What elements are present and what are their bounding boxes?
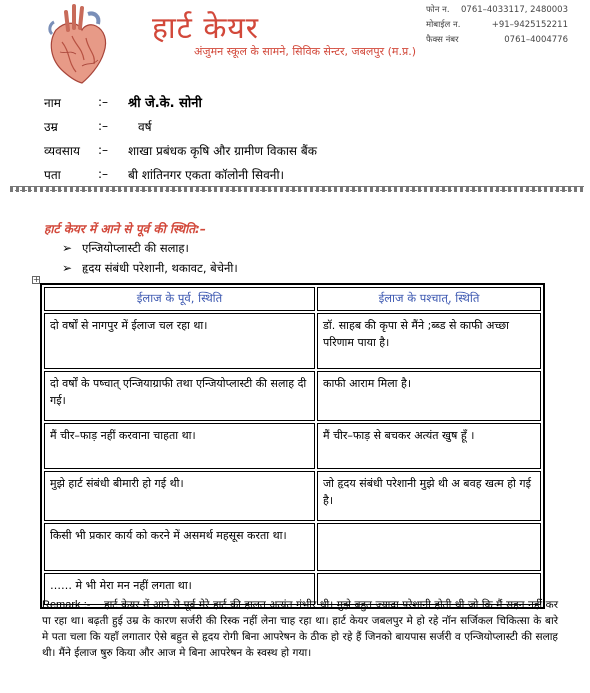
contact-phone: [426, 3, 568, 18]
contact-label: फोन न.: [426, 5, 450, 15]
table-cell: काफी आराम मिला है।: [317, 371, 541, 421]
field-value: बी शांतिनगर एकता कॉलोनी सिवनी।: [128, 167, 285, 182]
contact-mobile: [426, 18, 568, 33]
table-row: [44, 523, 541, 571]
table-cell: दो वर्षों के पष्चात् एन्जियाग्राफी तथा एन्जियोप्लास्टी की सलाह दी गई।: [44, 371, 315, 421]
contact-block: [426, 3, 568, 48]
table-expand-icon[interactable]: +: [33, 275, 40, 284]
condition-heading: हार्ट केयर में आने से पूर्व की स्थिति:–: [44, 222, 206, 236]
table-cell: दो वर्षों से नागपुर में ईलाज चल रहा था।: [44, 313, 315, 369]
table-cell: मैं चीर–फाड़ से बचकर अत्यंत खुष हूँ ।: [317, 423, 541, 469]
comparison-table: [40, 283, 545, 609]
contact-value: 0761–4033117, 2480003: [461, 5, 568, 15]
page-title: हार्ट केयर: [152, 11, 260, 46]
patient-name: श्री जे.के. सोनी: [128, 96, 202, 111]
contact-value: 0761–4004776: [504, 35, 568, 45]
field-label: नाम: [44, 95, 61, 110]
list-item-text: एन्जियोप्लास्टी की सलाह।: [82, 240, 189, 255]
contact-label: फैक्स नंबर: [426, 35, 459, 45]
table-cell: जो हृदय संबंधी परेशानी मुझे थी अ बवह खत्म हो गई है।: [317, 471, 541, 521]
field-separator: :–: [98, 143, 109, 157]
field-label: व्यवसाय: [44, 143, 80, 158]
field-separator: :–: [98, 95, 109, 109]
header-address: अंजुमन स्कूल के सामने, सिविक सेन्टर, जबलपुर (म.प्र.): [194, 45, 417, 58]
table-row: [44, 471, 541, 521]
table-cell: किसी भी प्रकार कार्य को करने में असमर्थ महसूस करता था।: [44, 523, 315, 571]
field-separator: :–: [98, 167, 109, 181]
patient-info: [44, 90, 317, 186]
contact-value: +91–9425152211: [491, 20, 568, 30]
contact-label: मोबाईल न.: [426, 20, 461, 30]
header-after: ईलाज के पश्चात्, स्थिति: [317, 287, 541, 311]
contact-fax: [426, 33, 568, 48]
field-value: शाखा प्रबंधक कृषि और ग्रामीण विकास बैंक: [128, 143, 317, 158]
table-cell: डॉ. साहब की कृपा से मैंने ;ब्ब्ड से काफी अच्छा परिणाम पाया है।: [317, 313, 541, 369]
remark-label: Remark :-: [42, 599, 91, 611]
list-item: [62, 238, 238, 258]
table-cell: [317, 523, 541, 571]
table-row: [44, 313, 541, 369]
section-divider: [10, 186, 584, 192]
field-label: उम्र: [44, 119, 58, 134]
header-before: ईलाज के पूर्व, स्थिति: [44, 287, 315, 311]
heart-logo-icon: [42, 2, 112, 84]
field-label: पता: [44, 167, 61, 182]
remark-paragraph: [42, 597, 558, 661]
table-header-row: [44, 287, 541, 311]
field-occupation: [44, 138, 317, 162]
table-cell: मुझे हार्ट संबंधी बीमारी हो गई थी।: [44, 471, 315, 521]
table-row: [44, 371, 541, 421]
list-item: [62, 258, 238, 278]
field-value: वर्ष: [138, 119, 152, 134]
list-item-text: हृदय संबंधी परेशानी, थकावट, बेचेनी।: [82, 260, 238, 275]
field-age: [44, 114, 317, 138]
condition-list: [62, 238, 238, 278]
arrow-bullet-icon: ➢: [62, 261, 73, 275]
table-row: [44, 423, 541, 469]
field-address: [44, 162, 317, 186]
table-cell: मैं चीर–फाड़ नहीं करवाना चाहता था।: [44, 423, 315, 469]
field-name: [44, 90, 317, 114]
table-cell: …… मे भी मेरा मन नहीं लगता था।: [44, 573, 315, 605]
remark-text: हार्ट केयर में आने से पूर्व मेरे हार्ट की हालत अत्यंत गंभीर थी। मुझे बहुत ज्यादा परेशानी होती थी जो कि मैं सहन नहीं कर पा रहा था। बढ़ती हुई उम्र के कारण सर्जरी की रिस्क नहीं लेना चाह रहा था। हार्ट केयर जबलपुर मे हो रहे नॉन सर्जिकल चिकित्सा के बारे मे पता चला कि यहाँ लगातार ऐसे बहुत से हृदय रोगी बिना आपरेषन के ठीक हो रहे हैं जिनको बायपास सर्जरी व एन्जियोप्लास्टी की सलाह थी। मैंने ईलाज षुरु किया और आज मे बिना आपरेषन के स्वस्थ हो गया।: [42, 599, 559, 659]
field-separator: :–: [98, 119, 109, 133]
arrow-bullet-icon: ➢: [62, 241, 73, 255]
